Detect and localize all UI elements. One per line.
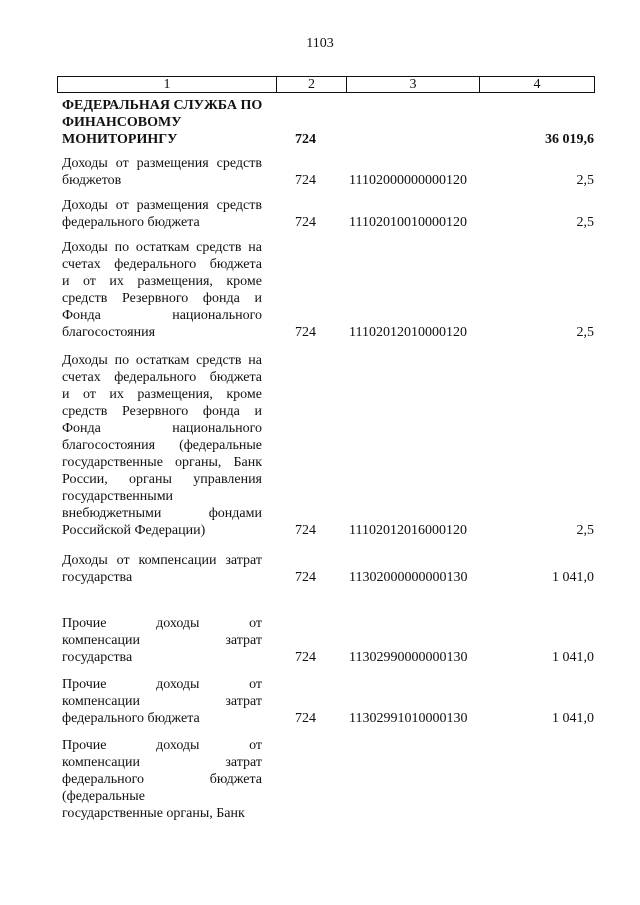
row-name-line: компенсации затрат [62,755,262,770]
column-header-4: 4 [533,77,541,92]
row-name-line: Фонда национального [62,308,262,323]
column-header-1: 1 [58,77,277,92]
row-name [62,97,262,148]
row-code: 724 [295,325,316,340]
row-amount: 2,5 [576,325,594,340]
row-name-line: государственные органы, Банк [62,455,262,470]
row-name-line: Российской Федерации) [62,523,206,538]
row-name-line: ФЕДЕРАЛЬНАЯ СЛУЖБА ПО [62,98,263,113]
row-name-line: Доходы от размещения средств [62,198,262,213]
row-name-line: федерального бюджета [62,772,262,787]
row-name [62,737,262,822]
row-name [62,552,262,586]
table-header [57,76,595,93]
row-name-line: государственные органы, Банк [62,806,245,821]
row-name-line: и от их размещения, кроме [62,387,262,402]
row-name-line: государства [62,650,133,665]
row-name-line: и от их размещения, кроме [62,274,262,289]
row-amount: 1 041,0 [552,570,594,585]
row-name-line: Прочие доходы от [62,677,262,692]
row-name-line: благосостояния (федеральные [62,438,262,453]
row-amount: 36 019,6 [545,132,594,147]
row-name-line: компенсации затрат [62,694,262,709]
row-code: 724 [295,215,316,230]
row-code: 724 [295,173,316,188]
row-name-line: компенсации затрат [62,633,262,648]
row-kbk: 11102012016000120 [349,523,467,538]
row-name-line: счетах федерального бюджета [62,370,262,385]
row-code: 724 [295,132,316,147]
row-kbk: 11302990000000130 [349,650,468,665]
row-code: 724 [295,711,316,726]
column-header-2: 2 [277,77,347,92]
row-code: 724 [295,570,316,585]
row-name-line: Доходы по остаткам средств на [62,240,262,255]
row-amount: 1 041,0 [552,650,594,665]
row-name-line: государства [62,570,133,585]
row-kbk: 11102010010000120 [349,215,467,230]
row-name-line: России, органы управления [62,472,262,487]
row-kbk: 11102000000000120 [349,173,467,188]
column-header-3: 3 [347,77,480,92]
row-name-line: внебюджетными фондами [62,506,262,521]
row-amount: 2,5 [576,215,594,230]
row-name-line: Прочие доходы от [62,616,262,631]
row-name-line: бюджетов [62,173,122,188]
row-kbk: 11302000000000130 [349,570,468,585]
row-kbk: 11102012010000120 [349,325,467,340]
row-name [62,197,262,231]
row-name-line: средств Резервного фонда и [62,404,262,419]
row-name [62,239,262,341]
row-name-line: (федеральные [62,789,145,804]
row-name [62,352,262,539]
row-name-line: счетах федерального бюджета [62,257,262,272]
row-code: 724 [295,523,316,538]
row-name-line: Прочие доходы от [62,738,262,753]
row-amount: 1 041,0 [552,711,594,726]
row-name [62,155,262,189]
row-code: 724 [295,650,316,665]
row-name-line: федерального бюджета [62,215,200,230]
row-name [62,676,262,727]
row-name-line: государственными [62,489,174,504]
row-name-line: Фонда национального [62,421,262,436]
row-name-line: федерального бюджета [62,711,200,726]
row-name-line: МОНИТОРИНГУ [62,132,178,147]
page-number: 1103 [306,36,334,51]
row-name-line: средств Резервного фонда и [62,291,262,306]
row-name-line: благосостояния [62,325,156,340]
row-name-line: Доходы по остаткам средств на [62,353,262,368]
row-amount: 2,5 [576,173,594,188]
row-name-line: Доходы от размещения средств [62,156,262,171]
row-kbk: 11302991010000130 [349,711,468,726]
row-name-line: Доходы от компенсации затрат [62,553,262,568]
row-name [62,615,262,666]
row-name-line: ФИНАНСОВОМУ [62,115,182,130]
row-amount: 2,5 [576,523,594,538]
